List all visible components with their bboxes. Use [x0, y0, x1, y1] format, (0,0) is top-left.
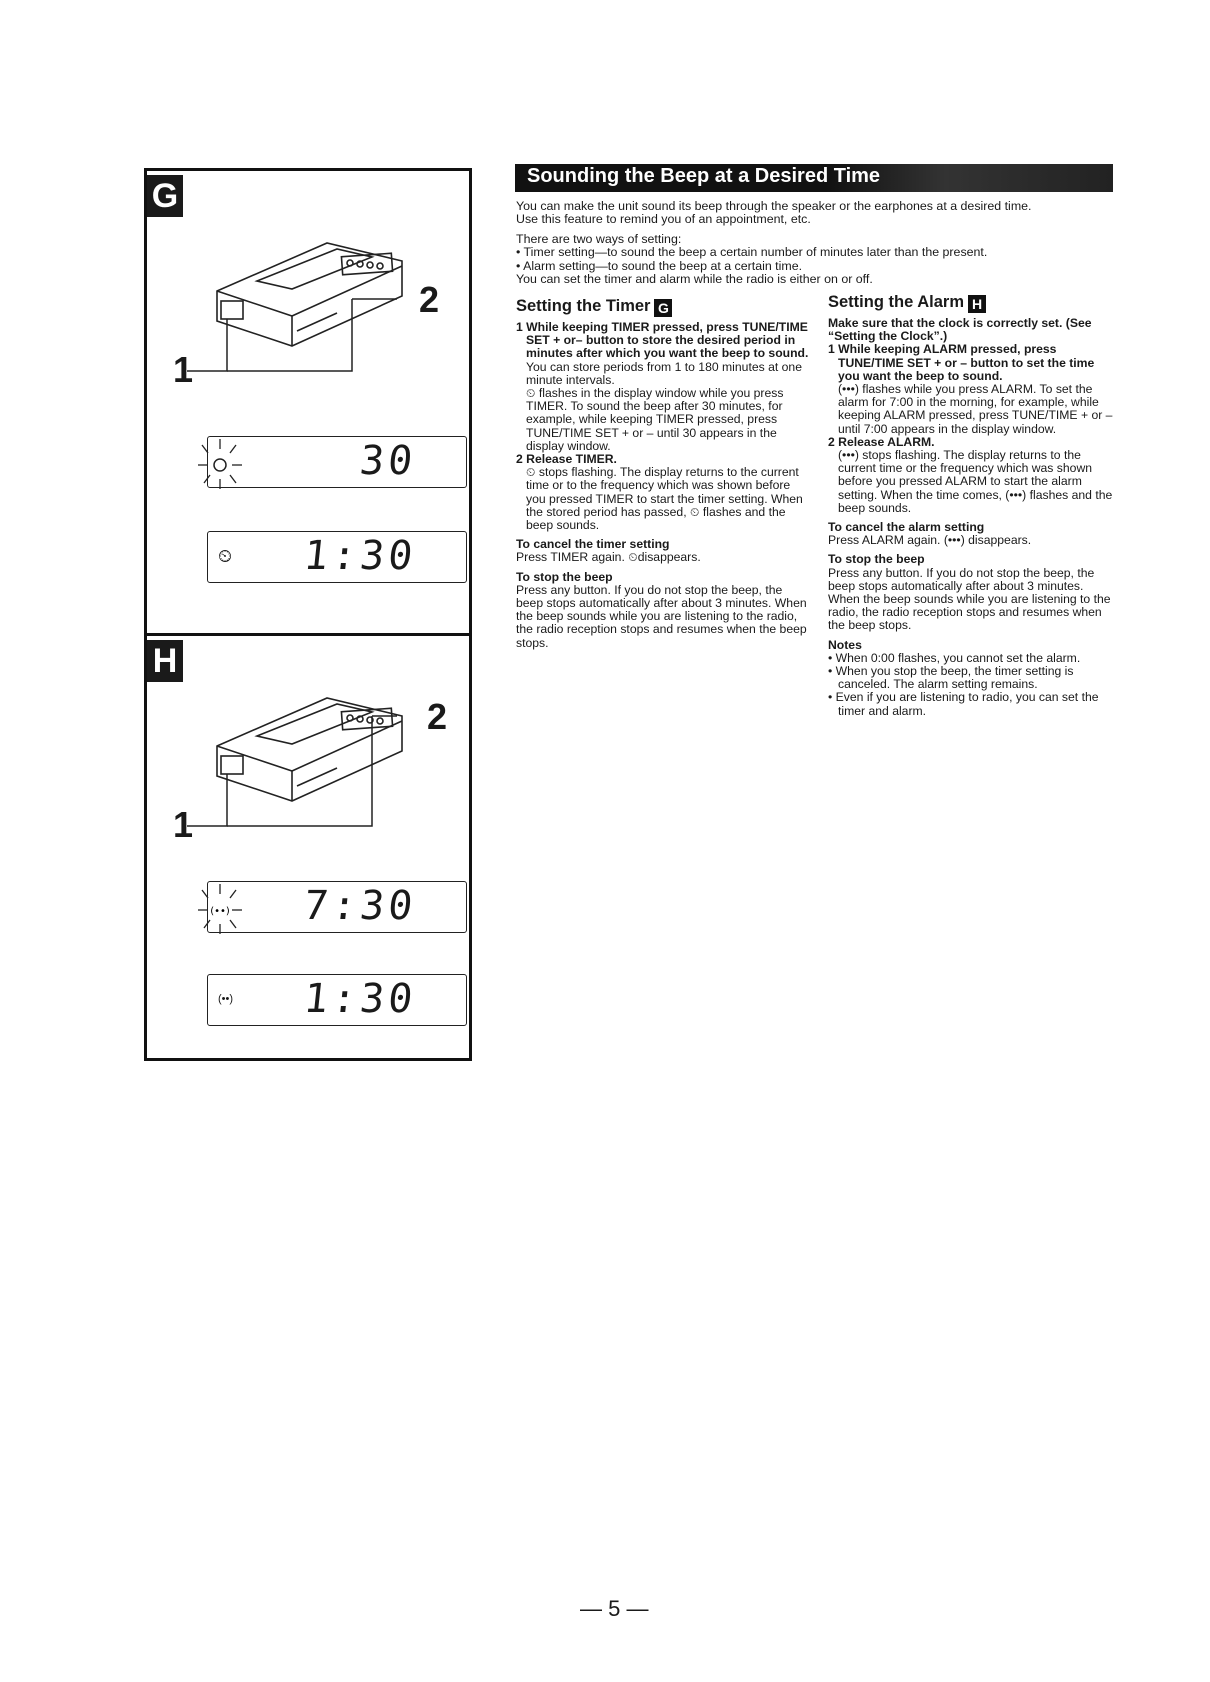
alarm-heading-tag: H	[968, 295, 986, 313]
callout-lines-h	[147, 636, 475, 866]
timer-step-2: 2 Release TIMER.	[516, 452, 617, 467]
notes-heading: Notes	[828, 637, 862, 652]
note-item: • When 0:00 flashes, you cannot set the alarm.	[828, 650, 1081, 665]
timer-step-1-body: ⏲ flashes in the display window while you press TIMER. To sound the beep after 30 minutes, for example, while keeping TIMER pressed, press TUNE/TIME SET + or – until 30 appears in the display window.	[526, 386, 784, 453]
alarm-stop-heading: To stop the beep	[828, 552, 925, 567]
alarm-precondition: Make sure that the clock is correctly set. (See “Setting the Clock”.)	[828, 316, 1092, 344]
timer-heading	[516, 296, 812, 317]
figure-h-tag: H	[147, 640, 183, 682]
alarm-heading	[828, 292, 1118, 313]
intro-text	[516, 200, 1116, 286]
intro-paragraph: Use this feature to remind you of an appointment, etc.	[516, 212, 811, 227]
figure-h-panel	[144, 633, 472, 1061]
lcd-digits: 7:30	[301, 883, 419, 929]
flash-rays-icon	[196, 880, 246, 936]
note-item: • When you stop the beep, the timer setting is canceled. The alarm setting remains.	[828, 664, 1074, 692]
lcd-display-current-time	[207, 531, 467, 583]
page-number: — 5 —	[580, 1596, 649, 1621]
alarm-icon: (••)	[218, 993, 234, 1005]
timer-section	[516, 296, 812, 650]
flash-rays-icon	[196, 435, 246, 491]
timer-heading-text: Setting the Timer	[516, 297, 651, 315]
intro-paragraph: There are two ways of setting:	[516, 231, 682, 246]
lcd-digits: 1:30	[301, 976, 419, 1022]
timer-cancel-heading: To cancel the timer setting	[516, 537, 670, 552]
section-banner	[515, 164, 1113, 192]
alarm-heading-text: Setting the Alarm	[828, 293, 964, 311]
alarm-step-2-body: (•••) stops flashing. The display returns to the current time or the frequency which was shown before you pressed ALARM to start the alarm setting. When the time comes, (•••) flashes and the beep sounds.	[838, 448, 1113, 515]
alarm-step-1: 1 While keeping ALARM pressed, press TUNE/TIME SET + or – button to set the time you want the beep to sound.	[828, 342, 1095, 383]
lcd-display-timer-set	[207, 436, 467, 488]
lcd-display-alarm-set	[207, 881, 467, 933]
callout-label-2: 2	[427, 696, 448, 737]
alarm-section	[828, 292, 1118, 718]
timer-step-2-body: ⏲ stops flashing. The display returns to the current time or to the frequency which was shown before you pressed TIMER to start the timer setting. When the stored period has passed, ⏲ flashes and the beep sounds.	[526, 465, 803, 533]
intro-paragraph: You can make the unit sound its beep through the speaker or the earphones at a desired time.	[516, 199, 1032, 213]
alarm-step-2: 2 Release ALARM.	[828, 434, 935, 449]
lcd-display-current-time	[207, 974, 467, 1026]
callout-label-1: 1	[173, 804, 194, 845]
svg-text:(••): (••)	[210, 906, 230, 917]
timer-cancel-body: Press TIMER again. ⏲disappears.	[516, 550, 701, 565]
lcd-digits: 30	[357, 438, 419, 484]
callout-label-2: 2	[419, 279, 440, 320]
timer-heading-tag: G	[654, 299, 672, 317]
timer-step-1-body: You can store periods from 1 to 180 minutes at one minute intervals.	[526, 359, 802, 387]
timer-step-1: 1 While keeping TIMER pressed, press TUNE/TIME SET + or– button to store the desired period in minutes after which you want the beep to sound.	[516, 320, 809, 361]
alarm-step-1-body: (•••) flashes while you press ALARM. To set the alarm for 7:00 in the morning, for example, while keeping ALARM pressed, press TUNE/TIME + or – until 7:00 appears in the display window.	[838, 382, 1113, 436]
note-item: • Even if you are listening to radio, you can set the timer and alarm.	[828, 690, 1099, 718]
intro-paragraph: You can set the timer and alarm while the radio is either on or off.	[516, 272, 873, 287]
callout-label-1: 1	[173, 349, 194, 390]
figure-g-tag: G	[147, 175, 183, 217]
timer-stop-body: Press any button. If you do not stop the beep, the beep stops automatically after about 3 minutes. When the beep sounds while you are listening to the radio, the radio reception stops and resumes when the beep stops.	[516, 582, 807, 650]
lcd-digits: 1:30	[301, 533, 419, 579]
alarm-cancel-heading: To cancel the alarm setting	[828, 520, 985, 535]
section-title: Sounding the Beep at a Desired Time	[527, 165, 881, 187]
timer-icon: ⏲	[218, 546, 233, 566]
timer-stop-heading: To stop the beep	[516, 569, 613, 584]
alarm-stop-body: Press any button. If you do not stop the beep, the beep stops automatically after about 3 minutes. When the beep sounds while you are listening to the radio, the radio reception stops and resumes when the beep stops.	[828, 565, 1111, 633]
intro-bullet: • Alarm setting—to sound the beep at a certain time.	[516, 258, 803, 273]
alarm-cancel-body: Press ALARM again. (•••) disappears.	[828, 533, 1032, 548]
figure-g-panel	[144, 168, 472, 636]
intro-bullet: • Timer setting—to sound the beep a certain number of minutes later than the present.	[516, 245, 988, 260]
